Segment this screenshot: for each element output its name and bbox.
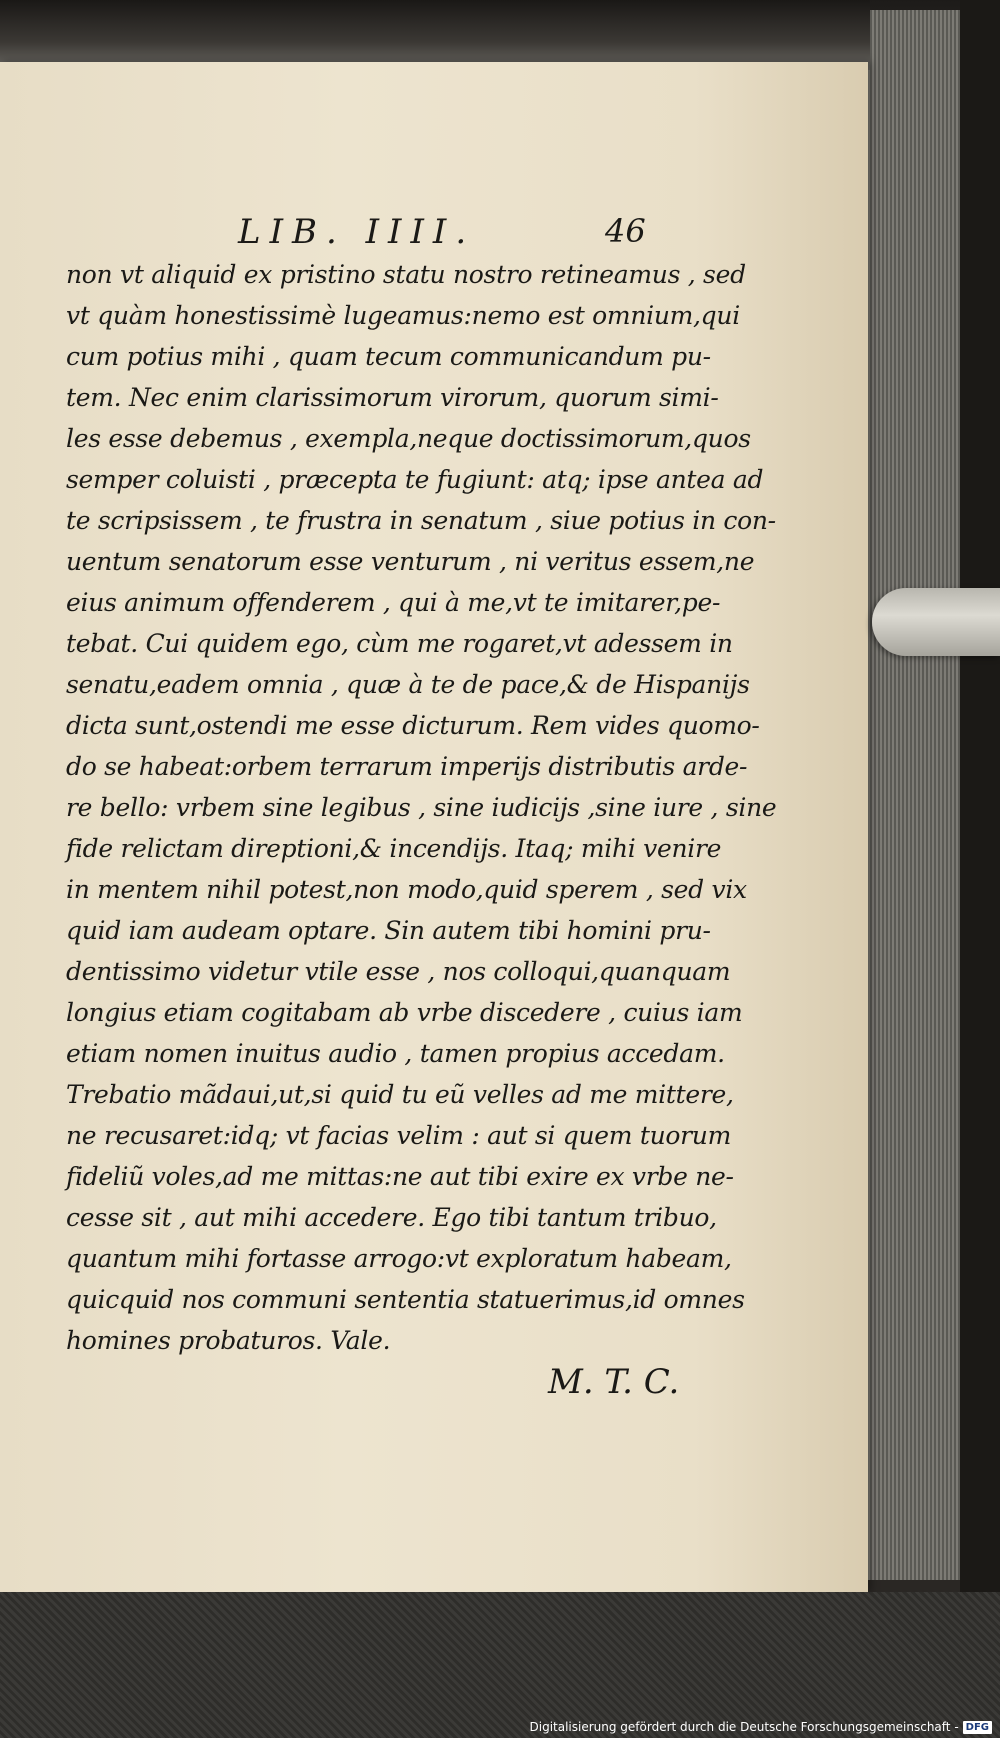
text-line: quantum mihi fortasse arrogo:vt exploratum habeam, bbox=[66, 1244, 732, 1273]
text-line: in mentem nihil potest,non modo,quid sperem , sed vix bbox=[66, 875, 747, 904]
book-page bbox=[0, 62, 868, 1592]
text-line: te scripsissem , te frustra in senatum , siue potius in con- bbox=[66, 506, 776, 535]
text-line: fideliũ voles,ad me mittas:ne aut tibi exire ex vrbe ne- bbox=[66, 1162, 734, 1191]
text-line: do se habeat:orbem terrarum imperijs distributis arde- bbox=[66, 752, 748, 781]
text-line: tem. Nec enim clarissimorum virorum, quorum simi- bbox=[66, 383, 719, 412]
book-cover-edge bbox=[960, 0, 1000, 1600]
text-line: les esse debemus , exempla,neque doctissimorum,quos bbox=[66, 424, 751, 453]
text-line: re bello: vrbem sine legibus , sine iudicijs ,sine iure , sine bbox=[66, 793, 777, 822]
credit-text: Digitalisierung gefördert durch die Deutsche Forschungsgemeinschaft - bbox=[529, 1720, 959, 1734]
dfg-logo: DFG bbox=[963, 1721, 992, 1734]
text-line: dentissimo videtur vtile esse , nos colloqui,quanquam bbox=[66, 957, 731, 986]
text-line: fide relictam direptioni,& incendijs. Itaq; mihi venire bbox=[66, 834, 722, 863]
text-line: cum potius mihi , quam tecum communicandum pu- bbox=[66, 342, 711, 371]
body-text bbox=[66, 254, 777, 1361]
page-header bbox=[0, 212, 868, 252]
text-line: semper coluisti , præcepta te fugiunt: atq; ipse antea ad bbox=[66, 465, 764, 494]
text-line: ne recusaret:idq; vt facias velim : aut si quem tuorum bbox=[66, 1121, 731, 1150]
text-line: longius etiam cogitabam ab vrbe discedere , cuius iam bbox=[66, 998, 743, 1027]
text-line: uentum senatorum esse venturum , ni veritus essem,ne bbox=[66, 547, 755, 576]
text-line: cesse sit , aut mihi accedere. Ego tibi tantum tribuo, bbox=[66, 1203, 717, 1232]
text-line: eius animum offenderem , qui à me,vt te imitarer,pe- bbox=[66, 588, 721, 617]
text-line: quicquid nos communi sententia statuerimus,id omnes bbox=[66, 1285, 745, 1314]
signature: M. T. C. bbox=[548, 1362, 680, 1402]
text-line: non vt aliquid ex pristino statu nostro retineamus , sed bbox=[66, 260, 746, 289]
text-line: homines probaturos. Vale. bbox=[66, 1326, 391, 1355]
text-line: dicta sunt,ostendi me esse dicturum. Rem vides quomo- bbox=[66, 711, 760, 740]
footer-credit bbox=[530, 1720, 993, 1734]
text-line: vt quàm honestissimè lugeamus:nemo est omnium,qui bbox=[66, 301, 740, 330]
background-fabric bbox=[0, 1592, 1000, 1738]
text-line: etiam nomen inuitus audio , tamen propius accedam. bbox=[66, 1039, 725, 1068]
text-line: tebat. Cui quidem ego, cùm me rogaret,vt adessem in bbox=[66, 629, 733, 658]
page-top-edge bbox=[0, 0, 870, 70]
page-number: 46 bbox=[605, 212, 646, 250]
text-line: senatu,eadem omnia , quæ à te de pace,& de Hispanijs bbox=[66, 670, 750, 699]
page-clip bbox=[872, 588, 1000, 656]
running-head: LIB. IIII. bbox=[238, 212, 476, 252]
text-line: Trebatio mãdaui,ut,si quid tu eũ velles ad me mittere, bbox=[66, 1080, 734, 1109]
text-line: quid iam audeam optare. Sin autem tibi homini pru- bbox=[66, 916, 711, 945]
